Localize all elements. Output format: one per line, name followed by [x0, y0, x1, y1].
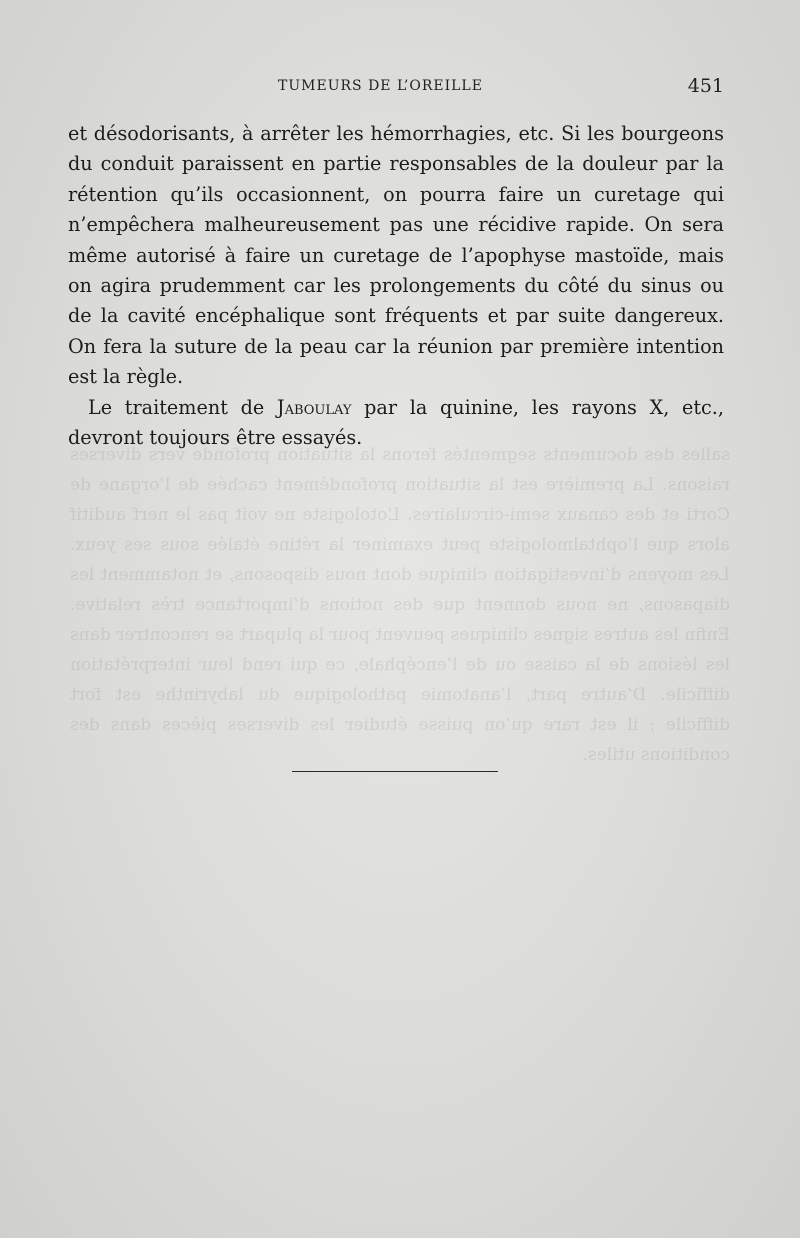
section-divider — [292, 771, 498, 772]
paragraph-text-after: par la quinine, les rayons X, etc., devront toujours être essayés. — [68, 395, 725, 450]
running-title: TUMEURS DE L’OREILLE — [278, 78, 483, 94]
body-text — [68, 119, 724, 453]
paragraph — [68, 393, 724, 454]
bleed-through-text: salles des documents segmentés ferons la situation profonde vers diverses raisons. La première est la situation profondément cachée de l’organe de Corti et des canaux semi-circulaires. L’otologiste ne voit pas le nerf auditif alors que l’ophtalmologiste peut examiner la rétine étalée sous ses yeux. Les moyens d’investigation clinique dont nous disposons, et notamment les diapasons, ne nous donnent que des notions d’importance très relative. Enfin les autres signes cliniques peuvent pour la plupart se rencontrer dans les lésions de la caisse ou de l’encéphale, ce qui rend leur interprétation difficile. D’autre part, l’anatomie pathologique du labyrinthe est fort difficile ; il est rare qu’on puisse étudier les diverses pièces dans des conditions utiles. — [70, 445, 730, 765]
paragraph-text-before: Le traitement de — [88, 395, 277, 419]
page-number: 451 — [687, 75, 724, 97]
paragraph: et désodorisants, à arrêter les hémorrhagies, etc. Si les bourgeons du conduit paraissent en partie responsables de la douleur par la rétention qu’ils occasionnent, on pourra faire un curetage qui n’empêchera malheureusement pas une récidive rapide. On sera même autorisé à faire un curetage de l’apophyse mastoïde, mais on agira prudemment car les prolongements du côté du sinus ou de la cavité encéphalique sont fréquents et par suite dangereux. On fera la suture de la peau car la réunion par première intention est la règle. — [68, 122, 724, 389]
author-name: Jaboulay — [276, 395, 352, 419]
running-header — [68, 75, 724, 104]
